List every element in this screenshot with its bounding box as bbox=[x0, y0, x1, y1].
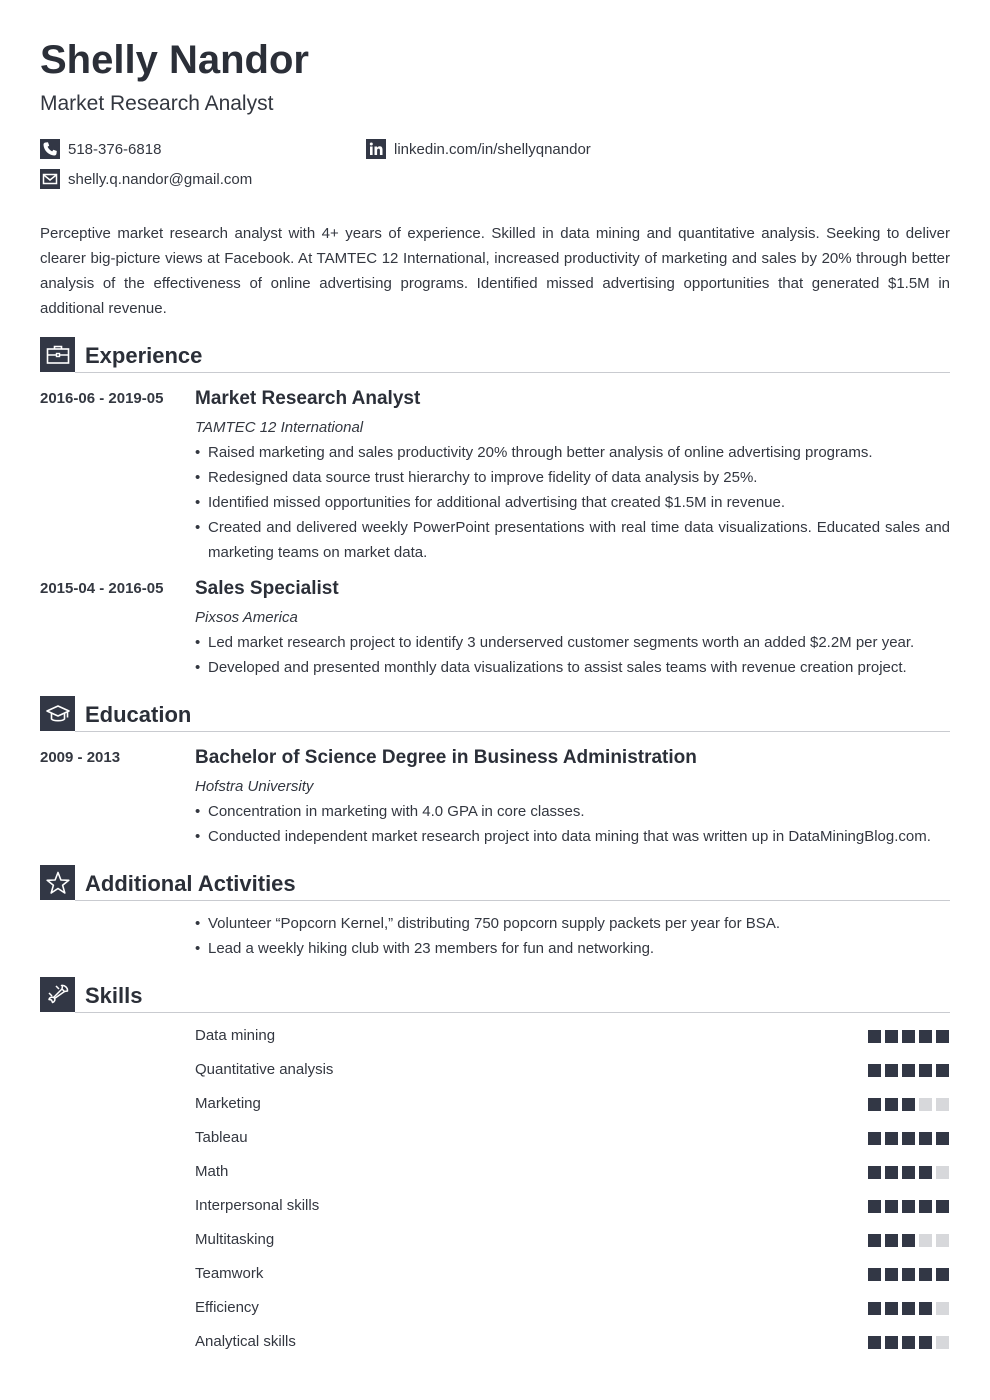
rating-square-filled bbox=[902, 1302, 915, 1315]
list-item: • Identified missed opportunities for additional advertising that created $1.5M in revenue. bbox=[195, 490, 950, 515]
rating-square-filled bbox=[868, 1268, 881, 1281]
skills-list bbox=[195, 1019, 950, 1359]
skills-title: Skills bbox=[85, 983, 143, 1008]
rating-square-filled bbox=[885, 1234, 898, 1247]
contact-linkedin[interactable] bbox=[366, 139, 591, 159]
rating-square-filled bbox=[919, 1268, 932, 1281]
email-text[interactable]: shelly.q.nandor@gmail.com bbox=[68, 170, 253, 188]
linkedin-text[interactable]: linkedin.com/in/shellyqnandor bbox=[394, 140, 591, 158]
graduation-cap-icon bbox=[40, 696, 75, 731]
education-dates: 2009 - 2013 bbox=[40, 749, 121, 766]
job-title: Market Research Analyst bbox=[195, 388, 421, 409]
rating-square-filled bbox=[902, 1200, 915, 1213]
rating-square-filled bbox=[902, 1064, 915, 1077]
skill-name: Teamwork bbox=[195, 1265, 264, 1282]
rating-square-filled bbox=[868, 1234, 881, 1247]
job-dates: 2015-04 - 2016-05 bbox=[40, 580, 164, 597]
education-bullets bbox=[195, 799, 950, 849]
list-item: • Developed and presented monthly data visualizations to assist sales teams with revenue creation project. bbox=[195, 655, 950, 680]
rating-square-filled bbox=[936, 1132, 949, 1145]
activities-title: Additional Activities bbox=[85, 871, 296, 896]
skill-rating bbox=[864, 1132, 949, 1145]
phone-text: 518-376-6818 bbox=[68, 140, 162, 158]
skill-rating bbox=[864, 1200, 949, 1213]
rating-square-empty bbox=[919, 1098, 932, 1111]
skill-row bbox=[195, 1087, 950, 1121]
skill-name: Quantitative analysis bbox=[195, 1061, 334, 1078]
skill-rating bbox=[864, 1336, 949, 1349]
skill-rating bbox=[864, 1302, 949, 1315]
rating-square-filled bbox=[868, 1200, 881, 1213]
skill-name: Marketing bbox=[195, 1095, 261, 1112]
wrench-icon bbox=[40, 977, 75, 1012]
list-item: • Created and delivered weekly PowerPoint presentations with real time data visualizations. Educated sales and marketing teams on market data. bbox=[195, 515, 950, 565]
list-item: • Redesigned data source trust hierarchy to improve fidelity of data analysis by 25%. bbox=[195, 465, 950, 490]
job-title: Sales Specialist bbox=[195, 578, 339, 599]
rating-square-filled bbox=[885, 1098, 898, 1111]
rating-square-filled bbox=[919, 1166, 932, 1179]
rating-square-filled bbox=[919, 1336, 932, 1349]
phone-icon bbox=[40, 139, 60, 159]
rating-square-filled bbox=[919, 1132, 932, 1145]
rating-square-filled bbox=[868, 1098, 881, 1111]
skill-row bbox=[195, 1019, 950, 1053]
job-dates: 2016-06 - 2019-05 bbox=[40, 390, 164, 407]
rating-square-empty bbox=[936, 1302, 949, 1315]
rating-square-filled bbox=[885, 1064, 898, 1077]
rating-square-filled bbox=[902, 1268, 915, 1281]
list-item: • Concentration in marketing with 4.0 GPA in core classes. bbox=[195, 799, 950, 824]
skill-row bbox=[195, 1155, 950, 1189]
candidate-role: Market Research Analyst bbox=[40, 92, 274, 115]
rating-square-filled bbox=[902, 1336, 915, 1349]
rating-square-filled bbox=[885, 1166, 898, 1179]
skill-rating bbox=[864, 1234, 949, 1247]
rating-square-filled bbox=[885, 1200, 898, 1213]
rating-square-filled bbox=[919, 1200, 932, 1213]
job-bullets bbox=[195, 440, 950, 565]
rating-square-filled bbox=[902, 1234, 915, 1247]
contact-email[interactable] bbox=[40, 169, 252, 189]
list-item: • Lead a weekly hiking club with 23 members for fun and networking. bbox=[195, 936, 950, 961]
rating-square-filled bbox=[902, 1166, 915, 1179]
star-icon bbox=[40, 865, 75, 900]
rating-square-filled bbox=[868, 1030, 881, 1043]
skill-name: Math bbox=[195, 1163, 229, 1180]
school-name: Hofstra University bbox=[195, 778, 314, 795]
list-item: • Volunteer “Popcorn Kernel,” distributing 750 popcorn supply packets per year for BSA. bbox=[195, 911, 950, 936]
rating-square-filled bbox=[936, 1064, 949, 1077]
skill-rating bbox=[864, 1064, 949, 1077]
list-item: • Led market research project to identify 3 underserved customer segments worth an added $2.2M per year. bbox=[195, 630, 950, 655]
rating-square-empty bbox=[936, 1166, 949, 1179]
skills-section-header bbox=[40, 977, 950, 1013]
skill-name: Multitasking bbox=[195, 1231, 275, 1248]
job-company: Pixsos America bbox=[195, 609, 298, 626]
skill-row bbox=[195, 1325, 950, 1359]
rating-square-filled bbox=[919, 1302, 932, 1315]
linkedin-icon bbox=[366, 139, 386, 159]
skill-rating bbox=[864, 1268, 949, 1281]
skill-row bbox=[195, 1291, 950, 1325]
rating-square-filled bbox=[919, 1030, 932, 1043]
rating-square-filled bbox=[885, 1336, 898, 1349]
candidate-name: Shelly Nandor bbox=[40, 38, 309, 82]
rating-square-filled bbox=[902, 1098, 915, 1111]
rating-square-empty bbox=[919, 1234, 932, 1247]
rating-square-filled bbox=[868, 1132, 881, 1145]
rating-square-filled bbox=[885, 1302, 898, 1315]
rating-square-filled bbox=[885, 1268, 898, 1281]
experience-title: Experience bbox=[85, 343, 203, 368]
rating-square-filled bbox=[936, 1200, 949, 1213]
skill-rating bbox=[864, 1030, 949, 1043]
activities-section-header bbox=[40, 865, 950, 901]
rating-square-filled bbox=[936, 1030, 949, 1043]
degree-title: Bachelor of Science Degree in Business Administration bbox=[195, 747, 697, 768]
skill-row bbox=[195, 1121, 950, 1155]
rating-square-empty bbox=[936, 1098, 949, 1111]
summary-paragraph: Perceptive market research analyst with 4+ years of experience. Skilled in data mining and quantitative analysis. Seeking to deliver clearer big-picture views at Facebook. At TAMTEC 12 International, increased productivity of marketing and sales by 20% through better analysis of the effectiveness of online advertising programs. Identified missed advertising opportunities that generated $1.5M in additional revenue. bbox=[40, 225, 950, 317]
education-title: Education bbox=[85, 702, 192, 727]
skill-row bbox=[195, 1223, 950, 1257]
skill-rating bbox=[864, 1166, 949, 1179]
rating-square-filled bbox=[868, 1166, 881, 1179]
rating-square-empty bbox=[936, 1234, 949, 1247]
list-item: • Conducted independent market research project into data mining that was written up in DataMiningBlog.com. bbox=[195, 824, 950, 849]
skill-name: Tableau bbox=[195, 1129, 248, 1146]
section-divider bbox=[75, 900, 950, 901]
job-bullets bbox=[195, 630, 950, 680]
skill-name: Data mining bbox=[195, 1027, 276, 1044]
rating-square-filled bbox=[868, 1064, 881, 1077]
experience-section-header bbox=[40, 337, 950, 373]
rating-square-filled bbox=[868, 1336, 881, 1349]
skill-row bbox=[195, 1257, 950, 1291]
rating-square-empty bbox=[936, 1336, 949, 1349]
skill-name: Interpersonal skills bbox=[195, 1197, 320, 1214]
rating-square-filled bbox=[919, 1064, 932, 1077]
section-divider bbox=[75, 731, 950, 732]
skill-row bbox=[195, 1053, 950, 1087]
rating-square-filled bbox=[885, 1132, 898, 1145]
rating-square-filled bbox=[902, 1132, 915, 1145]
job-company: TAMTEC 12 International bbox=[195, 419, 364, 436]
contact-phone bbox=[40, 139, 161, 159]
rating-square-filled bbox=[885, 1030, 898, 1043]
section-divider bbox=[75, 1012, 950, 1013]
skill-name: Analytical skills bbox=[195, 1333, 296, 1350]
skill-row bbox=[195, 1189, 950, 1223]
list-item: • Raised marketing and sales productivity 20% through better analysis of online advertising programs. bbox=[195, 440, 950, 465]
briefcase-icon bbox=[40, 337, 75, 372]
mail-icon bbox=[40, 169, 60, 189]
rating-square-filled bbox=[902, 1030, 915, 1043]
rating-square-filled bbox=[936, 1268, 949, 1281]
skill-name: Efficiency bbox=[195, 1299, 259, 1316]
rating-square-filled bbox=[868, 1302, 881, 1315]
education-section-header bbox=[40, 696, 950, 732]
skill-rating bbox=[864, 1098, 949, 1111]
section-divider bbox=[75, 372, 950, 373]
activities-bullets bbox=[195, 911, 950, 961]
